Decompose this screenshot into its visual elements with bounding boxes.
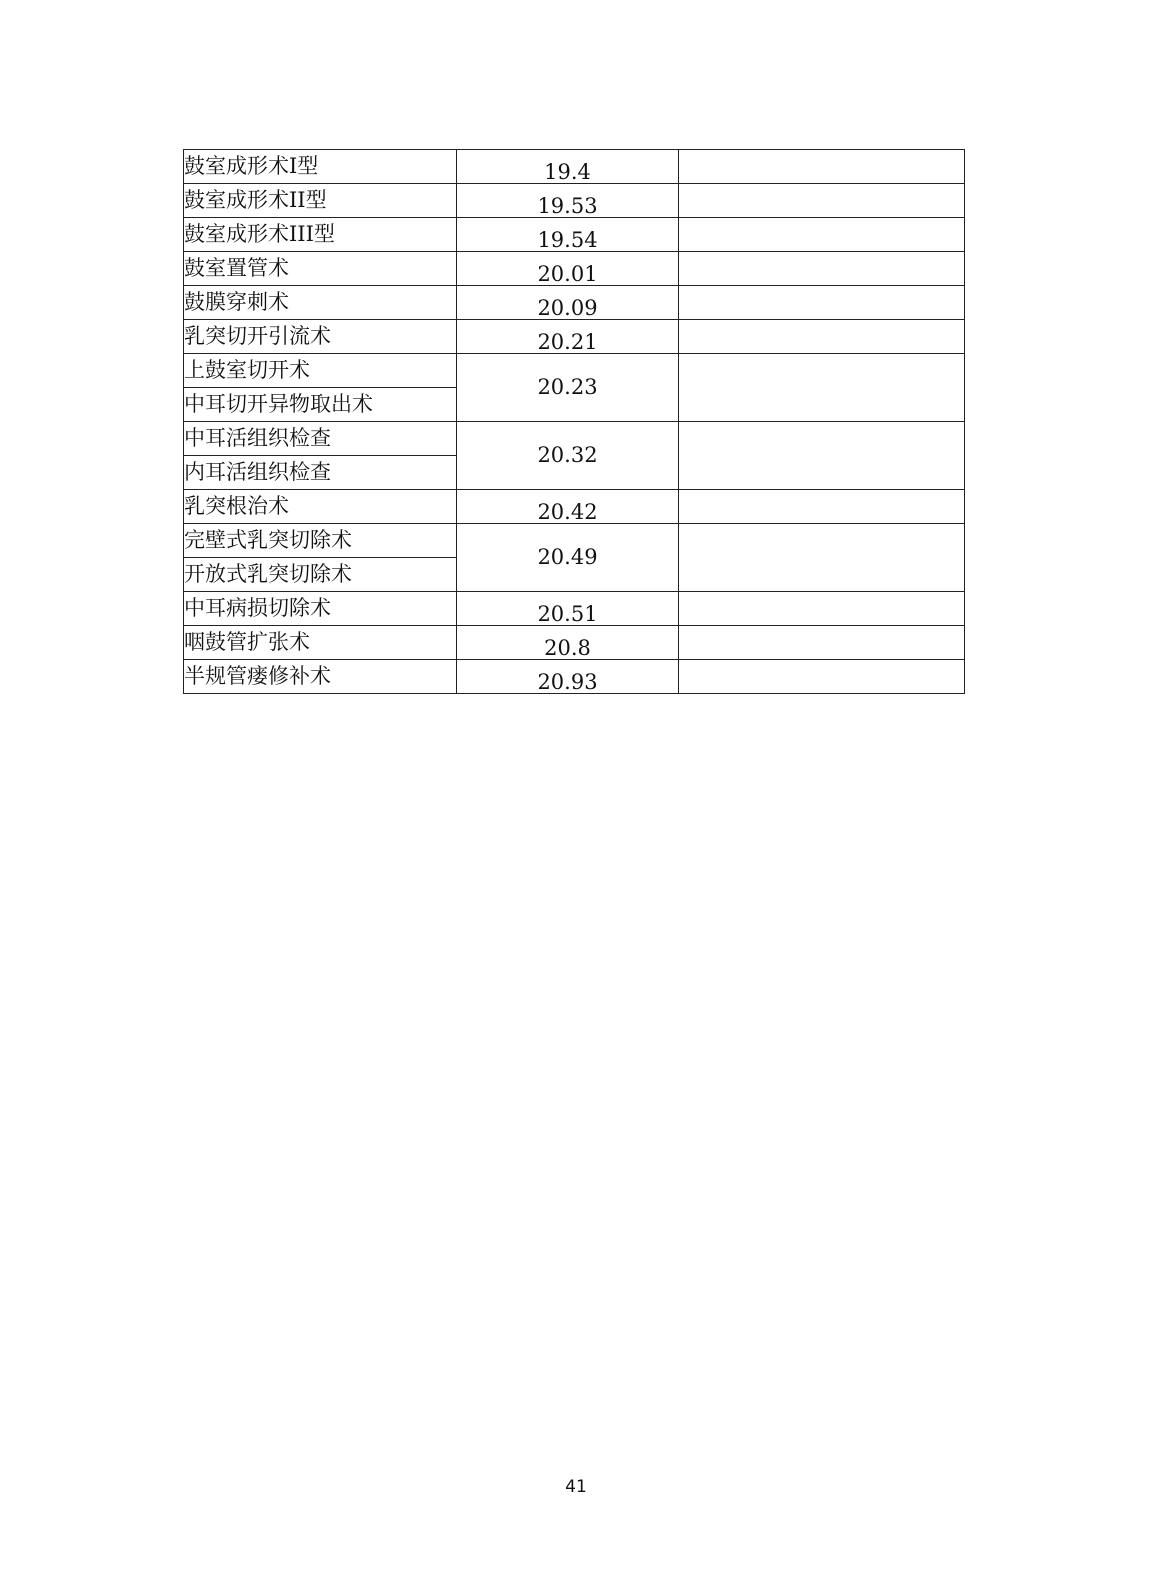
procedure-code-cell: 20.51: [457, 592, 679, 626]
table-row: [184, 592, 965, 626]
note-cell: [679, 320, 965, 354]
procedure-code-cell: 20.21: [457, 320, 679, 354]
note-cell: [679, 150, 965, 184]
procedure-code-cell: 20.93: [457, 660, 679, 694]
procedure-name-cell: 完壁式乳突切除术: [184, 524, 457, 558]
table-row: [184, 422, 965, 456]
procedure-name-cell: 半规管瘘修补术: [184, 660, 457, 694]
procedure-code-cell: 20.23: [457, 354, 679, 422]
note-cell: [679, 592, 965, 626]
page-number: 41: [565, 1477, 587, 1497]
procedure-code-cell: 20.8: [457, 626, 679, 660]
procedure-name-cell: 中耳切开异物取出术: [184, 388, 457, 422]
note-cell: [679, 252, 965, 286]
procedure-name-cell: 乳突根治术: [184, 490, 457, 524]
note-cell: [679, 218, 965, 252]
note-cell: [679, 184, 965, 218]
note-cell: [679, 524, 965, 592]
table-row: [184, 320, 965, 354]
note-cell: [679, 626, 965, 660]
procedure-code-cell: 20.09: [457, 286, 679, 320]
table-row: [184, 524, 965, 558]
table-row: [184, 626, 965, 660]
procedure-name-cell: 乳突切开引流术: [184, 320, 457, 354]
note-cell: [679, 490, 965, 524]
table-row: [184, 354, 965, 388]
procedure-code-cell: 20.42: [457, 490, 679, 524]
procedure-code-cell: 19.54: [457, 218, 679, 252]
procedure-code-cell: 19.53: [457, 184, 679, 218]
note-cell: [679, 354, 965, 422]
procedure-name-cell: 上鼓室切开术: [184, 354, 457, 388]
procedure-name-cell: 鼓室成形术III型: [184, 218, 457, 252]
procedure-name-cell: 中耳活组织检查: [184, 422, 457, 456]
procedure-code-table: [183, 149, 965, 694]
procedure-code-cell: 20.32: [457, 422, 679, 490]
table-row: [184, 660, 965, 694]
procedure-name-cell: 鼓室成形术I型: [184, 150, 457, 184]
procedure-name-cell: 鼓室成形术II型: [184, 184, 457, 218]
procedure-name-cell: 鼓膜穿刺术: [184, 286, 457, 320]
procedure-table-body: [184, 150, 965, 694]
procedure-name-cell: 开放式乳突切除术: [184, 558, 457, 592]
procedure-code-cell: 20.49: [457, 524, 679, 592]
table-row: [184, 150, 965, 184]
table-row: [184, 184, 965, 218]
table-row: [184, 490, 965, 524]
procedure-code-cell: 20.01: [457, 252, 679, 286]
procedure-name-cell: 中耳病损切除术: [184, 592, 457, 626]
note-cell: [679, 660, 965, 694]
procedure-name-cell: 内耳活组织检查: [184, 456, 457, 490]
table-row: [184, 286, 965, 320]
note-cell: [679, 422, 965, 490]
table-row: [184, 218, 965, 252]
table-row: [184, 252, 965, 286]
procedure-name-cell: 咽鼓管扩张术: [184, 626, 457, 660]
procedure-name-cell: 鼓室置管术: [184, 252, 457, 286]
note-cell: [679, 286, 965, 320]
procedure-code-cell: 19.4: [457, 150, 679, 184]
